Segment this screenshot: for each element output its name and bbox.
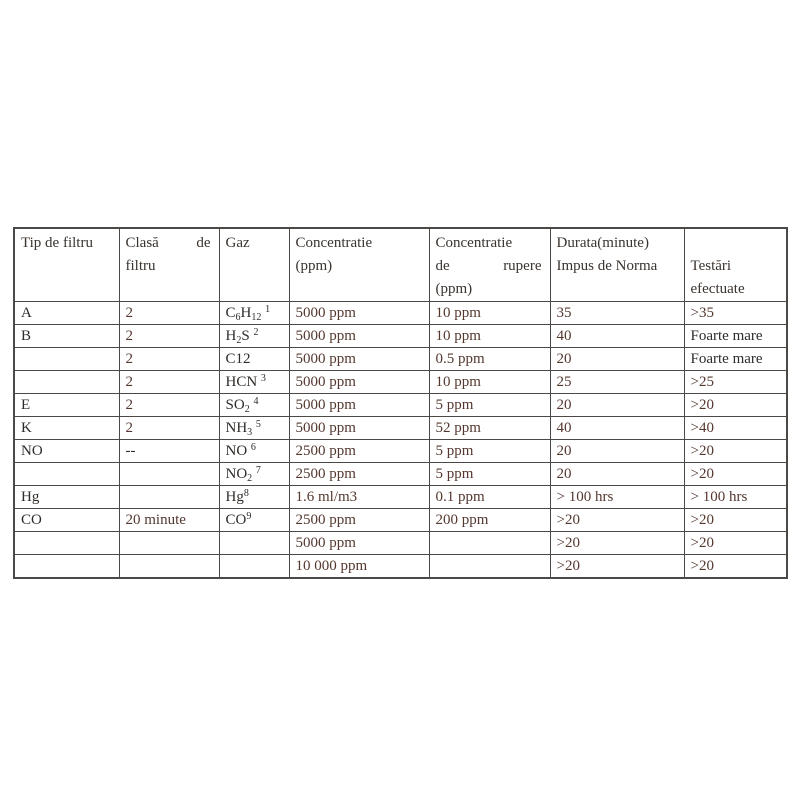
cell-clasa: 2	[119, 348, 219, 371]
column-header-line: Impus de Norma	[556, 258, 658, 274]
column-header-gaz	[219, 228, 289, 302]
column-header-line: (ppm)	[435, 281, 473, 297]
cell-durata: > 100 hrs	[550, 486, 684, 509]
table-row	[14, 486, 787, 509]
cell-tip_filtru	[14, 348, 119, 371]
table-body	[14, 302, 787, 579]
cell-testari: >40	[684, 417, 787, 440]
cell-concentratie: 5000 ppm	[289, 394, 429, 417]
cell-durata: >20	[550, 509, 684, 532]
cell-durata: 20	[550, 394, 684, 417]
cell-testari: >20	[684, 440, 787, 463]
cell-clasa	[119, 555, 219, 579]
cell-tip_filtru: CO	[14, 509, 119, 532]
cell-rupere: 5 ppm	[429, 463, 550, 486]
column-header-rupere	[429, 228, 550, 302]
column-header-durata	[550, 228, 684, 302]
cell-gaz: $CO^9$	[219, 509, 289, 532]
table-row	[14, 440, 787, 463]
table-row	[14, 371, 787, 394]
cell-gaz: C12	[219, 348, 289, 371]
cell-rupere: 10 ppm	[429, 371, 550, 394]
column-header-line: Concentratie	[435, 235, 513, 251]
cell-testari: >20	[684, 555, 787, 579]
column-header-clasa	[119, 228, 219, 302]
cell-gaz: Hg$^8$	[219, 486, 289, 509]
cell-durata: 35	[550, 302, 684, 325]
table-row	[14, 555, 787, 579]
column-header-line: Clasă de	[125, 235, 211, 251]
cell-clasa	[119, 463, 219, 486]
cell-concentratie: 5000 ppm	[289, 325, 429, 348]
table-row	[14, 394, 787, 417]
cell-clasa: 20 minute	[119, 509, 219, 532]
cell-durata: 40	[550, 417, 684, 440]
cell-concentratie: 2500 ppm	[289, 463, 429, 486]
column-header-line: de rupere	[435, 258, 542, 274]
cell-tip_filtru: K	[14, 417, 119, 440]
cell-concentratie: 5000 ppm	[289, 532, 429, 555]
cell-concentratie: 5000 ppm	[289, 348, 429, 371]
cell-gaz: $C_6H_{12}$ $^1$	[219, 302, 289, 325]
cell-gaz	[219, 532, 289, 555]
cell-tip_filtru	[14, 371, 119, 394]
cell-clasa: --	[119, 440, 219, 463]
cell-rupere: 10 ppm	[429, 302, 550, 325]
cell-concentratie: 2500 ppm	[289, 509, 429, 532]
cell-durata: 25	[550, 371, 684, 394]
table-header-row	[14, 228, 787, 302]
cell-tip_filtru	[14, 463, 119, 486]
column-header-line: Gaz	[225, 235, 250, 251]
cell-tip_filtru	[14, 532, 119, 555]
cell-durata: 20	[550, 463, 684, 486]
column-header-line: efectuate	[690, 281, 745, 297]
table-row	[14, 463, 787, 486]
cell-durata: 20	[550, 348, 684, 371]
cell-testari: >20	[684, 394, 787, 417]
table-row	[14, 532, 787, 555]
table-row	[14, 509, 787, 532]
cell-tip_filtru: A	[14, 302, 119, 325]
cell-testari: Foarte mare	[684, 325, 787, 348]
cell-concentratie: 5000 ppm	[289, 302, 429, 325]
cell-testari: >20	[684, 463, 787, 486]
table-row	[14, 325, 787, 348]
column-header-tip_filtru	[14, 228, 119, 302]
column-header-line: Durata(minute)	[556, 235, 649, 251]
cell-gaz: $NH_3$ $^5$	[219, 417, 289, 440]
table-row	[14, 417, 787, 440]
column-header-line	[691, 232, 779, 255]
cell-tip_filtru: NO	[14, 440, 119, 463]
cell-concentratie: 10 000 ppm	[289, 555, 429, 579]
cell-testari: > 100 hrs	[684, 486, 787, 509]
cell-gaz: $H_2S$ $^2$	[219, 325, 289, 348]
cell-clasa	[119, 532, 219, 555]
cell-gaz: $SO_2$ $^4$	[219, 394, 289, 417]
cell-rupere: 5 ppm	[429, 440, 550, 463]
cell-tip_filtru	[14, 555, 119, 579]
cell-durata: >20	[550, 532, 684, 555]
cell-tip_filtru: Hg	[14, 486, 119, 509]
cell-clasa: 2	[119, 302, 219, 325]
cell-clasa: 2	[119, 394, 219, 417]
column-header-testari	[684, 228, 787, 302]
cell-concentratie: 5000 ppm	[289, 371, 429, 394]
cell-rupere: 52 ppm	[429, 417, 550, 440]
cell-rupere	[429, 555, 550, 579]
cell-clasa: 2	[119, 325, 219, 348]
header-row	[14, 228, 787, 302]
column-header-line: Testări	[690, 258, 732, 274]
cell-rupere	[429, 532, 550, 555]
filter-gas-test-table	[13, 227, 788, 579]
cell-durata: >20	[550, 555, 684, 579]
cell-durata: 40	[550, 325, 684, 348]
cell-testari: >35	[684, 302, 787, 325]
cell-clasa: 2	[119, 371, 219, 394]
cell-durata: 20	[550, 440, 684, 463]
table-row	[14, 302, 787, 325]
cell-rupere: 0.5 ppm	[429, 348, 550, 371]
column-header-line: filtru	[125, 258, 156, 274]
cell-rupere: 5 ppm	[429, 394, 550, 417]
cell-testari: >20	[684, 509, 787, 532]
cell-tip_filtru: B	[14, 325, 119, 348]
cell-clasa: 2	[119, 417, 219, 440]
cell-testari: >20	[684, 532, 787, 555]
cell-rupere: 10 ppm	[429, 325, 550, 348]
cell-concentratie: 5000 ppm	[289, 417, 429, 440]
cell-gaz: NO $^6$	[219, 440, 289, 463]
cell-testari: Foarte mare	[684, 348, 787, 371]
cell-clasa	[119, 486, 219, 509]
cell-concentratie: 1.6 ml/m3	[289, 486, 429, 509]
column-header-concentratie	[289, 228, 429, 302]
cell-gaz	[219, 555, 289, 579]
column-header-line: Tip de filtru	[21, 235, 93, 251]
cell-gaz: HCN $^3$	[219, 371, 289, 394]
column-header-line: Concentratie	[295, 235, 373, 251]
cell-rupere: 0.1 ppm	[429, 486, 550, 509]
cell-tip_filtru: E	[14, 394, 119, 417]
cell-concentratie: 2500 ppm	[289, 440, 429, 463]
cell-rupere: 200 ppm	[429, 509, 550, 532]
cell-testari: >25	[684, 371, 787, 394]
cell-gaz: $NO_2$ $^7$	[219, 463, 289, 486]
table-row	[14, 348, 787, 371]
column-header-line: (ppm)	[295, 258, 333, 274]
